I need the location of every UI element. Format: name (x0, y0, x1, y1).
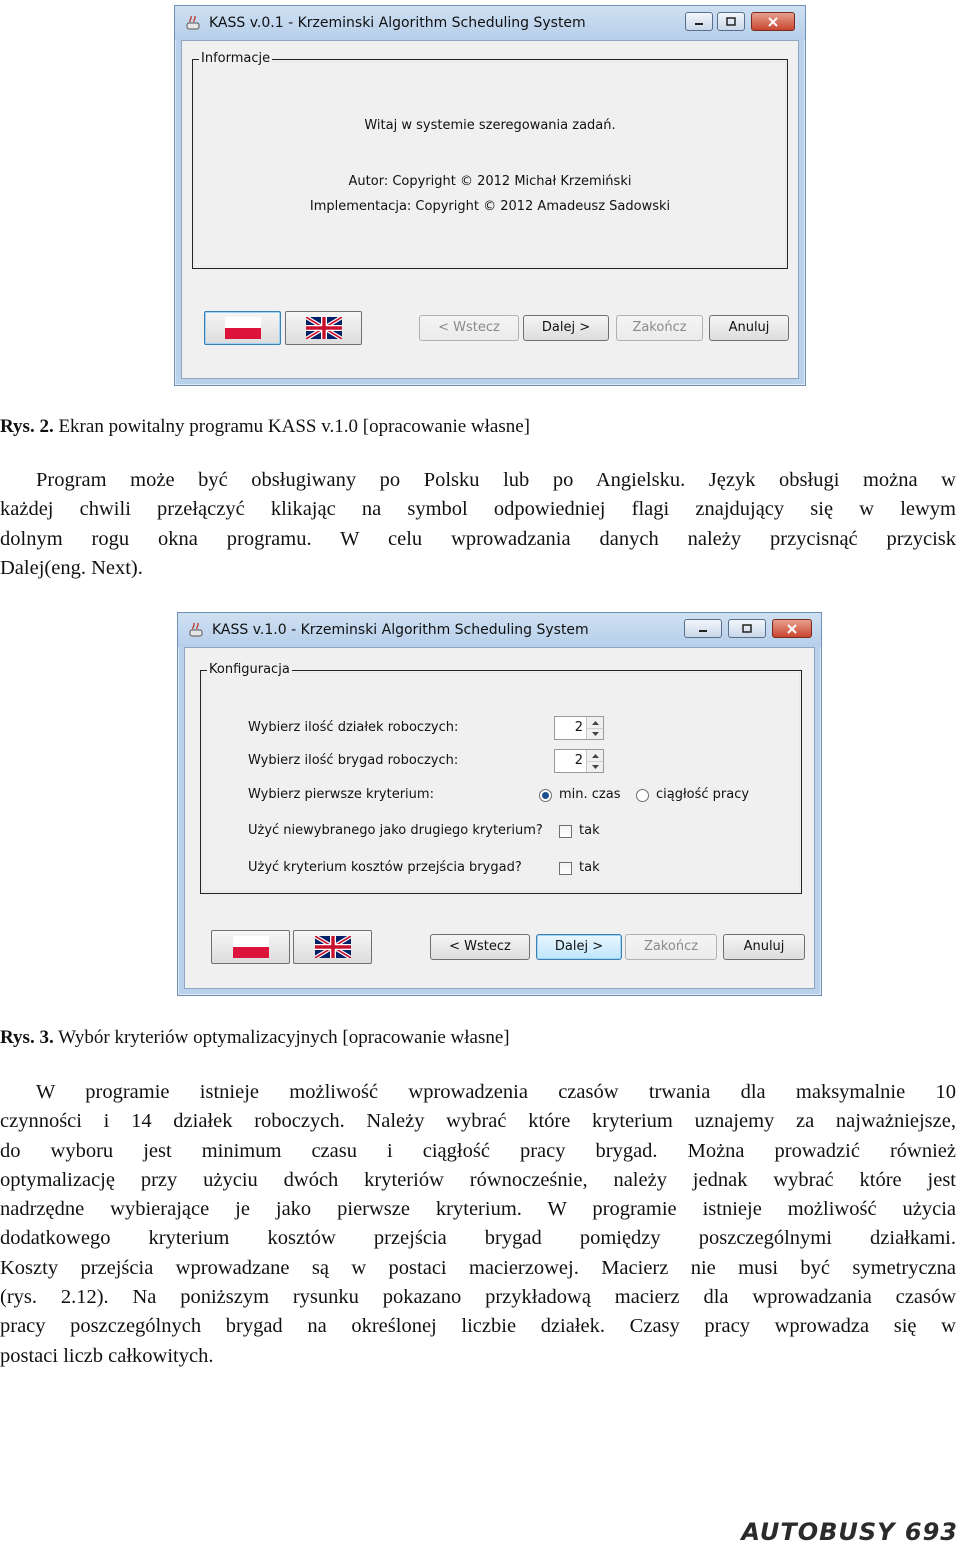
back-button[interactable]: < Wstecz (430, 934, 530, 960)
brigades-count-spinner[interactable] (554, 749, 604, 773)
text-line: Koszty przejścia wprowadzane są w postaci macierzowej. Macierz nie musi być symetryczna (0, 1256, 956, 1279)
title-bar (178, 613, 821, 647)
next-button[interactable]: Dalej > (536, 934, 622, 960)
configuration-window (177, 612, 822, 996)
window-title: KASS v.1.0 - Krzeminski Algorithm Scheduling System (212, 622, 589, 638)
close-button[interactable] (772, 619, 812, 638)
close-button[interactable] (751, 12, 795, 31)
java-app-icon (185, 15, 201, 31)
text-line: Program może być obsługiwany po Polsku lub po Angielsku. Język obsługi można w (36, 469, 956, 491)
minimize-icon (685, 620, 721, 637)
close-icon (773, 620, 811, 637)
english-language-button[interactable] (293, 930, 372, 964)
maximize-button[interactable] (728, 619, 766, 638)
close-icon (752, 13, 794, 30)
text-line: nadrzędne wybierające je jako pierwsze kryterium. W programie istnieje możliwość użycia (0, 1198, 956, 1221)
paragraph-2 (0, 1078, 956, 1371)
back-button[interactable]: < Wstecz (419, 315, 519, 341)
caption-number: Rys. 2. (0, 416, 54, 437)
polish-flag-icon (233, 936, 269, 958)
brigades-count-label: Wybierz ilość brygad roboczych: (248, 753, 459, 768)
first-criterion-label: Wybierz pierwsze kryterium: (248, 787, 434, 802)
window-client (181, 40, 799, 379)
plots-count-spinner[interactable] (554, 716, 604, 740)
text-line: dodatkowego kryterium kosztów przejścia brygad pomiędzy poszczególnymi działkami. (0, 1227, 956, 1250)
figure-caption-1 (0, 416, 530, 438)
maximize-button[interactable] (717, 12, 745, 31)
continuity-radio[interactable] (636, 789, 649, 802)
continuity-label: ciągłość pracy (656, 787, 750, 802)
text-line: (rys. 2.12). Na poniższym rysunku pokazano przykładową macierz dla wprowadzania czasów (0, 1286, 956, 1309)
text-line: dolnym rogu okna programu. W celu wprowadzania danych należy przycisnąć przycisk (0, 527, 956, 550)
info-groupbox (192, 51, 788, 269)
min-time-label: min. czas (559, 787, 621, 802)
finish-button[interactable]: Zakończ (616, 315, 703, 341)
cancel-button[interactable]: Anuluj (723, 934, 805, 960)
transition-costs-checkbox[interactable] (559, 862, 572, 875)
implementation-text: Implementacja: Copyright © 2012 Amadeusz Sadowski (309, 199, 671, 214)
caption-number: Rys. 3. (0, 1027, 54, 1048)
uk-flag-icon (306, 317, 342, 339)
window-title: KASS v.0.1 - Krzeminski Algorithm Scheduling System (209, 15, 586, 31)
second-criterion-yes-label: tak (579, 823, 600, 838)
caption-text: Wybór kryteriów optymalizacyjnych [opracowanie własne] (53, 1027, 510, 1048)
welcome-text: Witaj w systemie szeregowania zadań. (364, 118, 616, 133)
title-bar (175, 6, 805, 40)
window-client (184, 647, 815, 989)
group-title: Informacje (201, 51, 271, 66)
minimize-button[interactable] (684, 619, 722, 638)
spinner-value: 2 (574, 753, 583, 768)
text-line: czynności i 14 działek roboczych. Należy wybrać które kryterium uznajemy za najważniejsze, (0, 1110, 956, 1133)
minimize-icon (686, 13, 712, 30)
author-text: Autor: Copyright © 2012 Michał Krzemiński (348, 174, 632, 189)
welcome-window (174, 5, 806, 386)
uk-flag-icon (315, 936, 351, 958)
text-line: pracy poszczególnych brygad na określonej liczbie działek. Czasy pracy wprowadza się w (0, 1315, 956, 1338)
min-time-radio[interactable] (539, 789, 552, 802)
spinner-value: 2 (574, 720, 583, 735)
text-line: postaci liczb całkowitych. (0, 1344, 214, 1367)
text-line: każdej chwili przełączyć klikając na symbol odpowiedniej flagi znajdujący się w lewym (0, 498, 956, 521)
minimize-button[interactable] (685, 12, 713, 31)
maximize-icon (718, 13, 744, 30)
java-app-icon (188, 622, 204, 638)
config-groupbox (200, 662, 802, 894)
polish-language-button[interactable] (204, 311, 281, 345)
english-language-button[interactable] (285, 311, 362, 345)
second-criterion-checkbox[interactable] (559, 825, 572, 838)
text-line: Dalej(eng. Next). (0, 556, 143, 579)
text-line: W programie istnieje możliwość wprowadzenia czasów trwania dla maksymalnie 10 (36, 1081, 956, 1103)
cancel-button[interactable]: Anuluj (709, 315, 789, 341)
group-title: Konfiguracja (209, 662, 290, 677)
page-footer: AUTOBUSY 693 (741, 1518, 958, 1546)
spinner-down-arrow-icon[interactable] (587, 761, 603, 772)
maximize-icon (729, 620, 765, 637)
text-line: optymalizację przy użyciu dwóch kryteriów równocześnie, należy jednak wybrać które jest (0, 1168, 956, 1191)
text-line: do wyboru jest minimum czasu i ciągłość pracy brygad. Można prowadzić również (0, 1139, 956, 1162)
caption-text: Ekran powitalny programu KASS v.1.0 [opracowanie własne] (53, 416, 530, 437)
plots-count-label: Wybierz ilość działek roboczych: (248, 720, 459, 735)
polish-flag-icon (225, 317, 261, 339)
figure-caption-2 (0, 1027, 510, 1049)
transition-costs-yes-label: tak (579, 860, 600, 875)
transition-costs-label: Użyć kryterium kosztów przejścia brygad? (248, 860, 522, 875)
paragraph-1 (0, 466, 956, 583)
second-criterion-label: Użyć niewybranego jako drugiego kryterium? (248, 823, 543, 838)
spinner-down-arrow-icon[interactable] (587, 728, 603, 739)
finish-button[interactable]: Zakończ (625, 934, 717, 960)
next-button[interactable]: Dalej > (523, 315, 609, 341)
polish-language-button[interactable] (211, 930, 290, 964)
